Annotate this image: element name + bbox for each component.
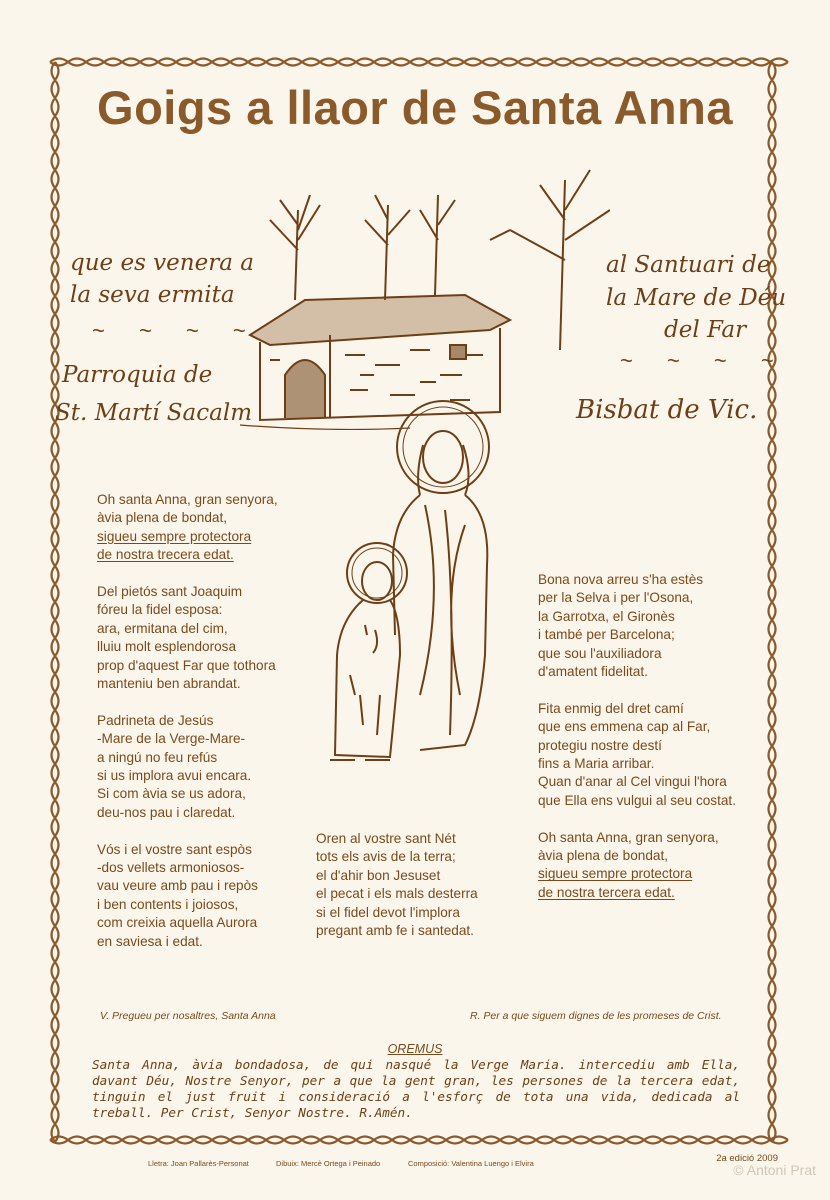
verse-line: fins a Maria arribar. (538, 756, 655, 772)
stanza (97, 841, 278, 951)
verse-line: pregant amb fe i santedat. (316, 923, 474, 939)
page-title: Goigs a llaor de Santa Anna (97, 81, 733, 134)
verse-line: que Ella ens vulgui al seu costat. (538, 792, 736, 808)
verse-line: per la Selva i per l'Osona, (538, 590, 694, 606)
verse-line: Del pietós sant Joaquim (97, 584, 243, 600)
stanza (538, 700, 736, 810)
verse-line: i també per Barcelona; (538, 627, 675, 643)
verse-line: el d'ahir bon Jesuset (316, 867, 441, 883)
verse-line: com creixia aquella Aurora (97, 915, 258, 931)
parish-line2: St. Martí Sacalm (55, 400, 253, 426)
credit-lyrics: Lletra: Joan Pallarès-Personat (148, 1159, 249, 1168)
verse-line: vau veure amb pau i repòs (97, 878, 258, 894)
verse-line: Oren al vostre sant Nét (316, 831, 456, 846)
ornament-left-top: ~ ~ ~ ~ (92, 318, 260, 343)
verse-line: si us implora avui encara. (97, 768, 252, 784)
versicle: V. Pregueu per nosaltres, Santa Anna (100, 1010, 276, 1022)
verse-line: de nostra tercera edat. (538, 884, 675, 900)
verse-column-left (97, 491, 278, 970)
verse-line: i ben contents i joiosos, (97, 896, 239, 912)
verse-line: Vós i el vostre sant espòs (97, 841, 252, 857)
saint-anne-illustration (325, 395, 495, 770)
verse-column-right (538, 571, 736, 921)
header-left-line2: la seva ermita (70, 282, 235, 308)
verse-line: manteniu ben abrandat. (97, 676, 241, 692)
verse-line: en saviesa i edat. (97, 933, 203, 949)
stanza (97, 712, 278, 822)
verse-line: si el fidel devot l'implora (316, 904, 460, 920)
verse-line: fóreu la fidel esposa: (97, 602, 223, 618)
verse-line: protegiu nostre destí (538, 737, 662, 753)
verse-line: tots els avis de la terra; (316, 849, 456, 865)
verse-line: la Garrotxa, el Gironès (538, 608, 675, 624)
verse-line: àvia plena de bondat, (97, 510, 228, 526)
verse-line: el pecat i els mals desterra (316, 886, 478, 902)
verse-column-middle (316, 830, 478, 959)
verse-line: ara, ermitana del cim, (97, 620, 228, 636)
header-right-line2: la Mare de Déu (606, 285, 787, 311)
verse-line: de nostra trecera edat. (97, 547, 234, 563)
credit-drawing: Dibuix: Mercè Ortega i Peinado (276, 1159, 381, 1168)
hermitage-illustration (210, 150, 610, 430)
stanza (316, 830, 478, 940)
verse-line: -Mare de la Verge-Mare- (97, 731, 246, 747)
verse-line: sigueu sempre protectora (538, 866, 693, 882)
edition-note: 2a edició 2009 (716, 1153, 778, 1164)
oremus-prayer: Santa Anna, àvia bondadosa, de qui nasqué la Verge Maria. intercediu amb Ella, davant Déu, Nostre Senyor, per a que la gent gran, les persones de la tercera edat, tinguin el just fruit i consideració a l'esforç de tota una vida, dedicada al treball. Per Crist, Senyor Nostre. R.Amén. (92, 1057, 740, 1120)
verse-line: Oh santa Anna, gran senyora, (538, 829, 719, 845)
verse-line: que ens emmena cap al Far, (538, 719, 711, 735)
verse-line: d'amatent fidelitat. (538, 664, 648, 680)
verse-line: -dos vellets armoniosos- (97, 860, 245, 876)
copyright-watermark: © Antoni Prat (733, 1162, 816, 1178)
header-left-line1: que es venera a (70, 250, 254, 276)
verse-line: prop d'aquest Far que tothora (97, 657, 276, 673)
verse-line: que sou l'auxiliadora (538, 645, 662, 661)
header-right-line3: del Far (664, 317, 747, 343)
verse-line: Padrineta de Jesús (97, 712, 214, 728)
diocese: Bisbat de Vic. (576, 395, 758, 425)
verse-line: Quan d'anar al Cel vingui l'hora (538, 774, 727, 790)
stanza (538, 829, 736, 903)
header-right-line1: al Santuari de (606, 252, 771, 278)
verse-line: lluiu molt esplendorosa (97, 639, 237, 655)
stanza (97, 583, 278, 693)
verse-line: àvia plena de bondat, (538, 848, 669, 864)
verse-line: Fita enmig del dret camí (538, 700, 684, 716)
verse-line: sigueu sempre protectora (97, 528, 252, 544)
credit-composition: Composició: Valentina Luengo i Elvira (408, 1159, 534, 1168)
verse-line: Si com àvia se us adora, (97, 786, 246, 802)
verse-line: deu-nos pau i claredat. (97, 804, 236, 820)
ornament-right: ~ ~ ~ ~ (620, 348, 788, 373)
stanza (538, 571, 736, 681)
verse-line: a ningú no feu refús (97, 749, 218, 765)
stanza (97, 491, 278, 565)
parish-line1: Parroquia de (62, 362, 213, 388)
oremus-heading: OREMUS (387, 1042, 443, 1056)
verse-line: Oh santa Anna, gran senyora, (97, 492, 278, 507)
response: R. Per a que siguem dignes de les promeses de Crist. (470, 1010, 722, 1022)
verse-line: Bona nova arreu s'ha estès (538, 572, 704, 587)
